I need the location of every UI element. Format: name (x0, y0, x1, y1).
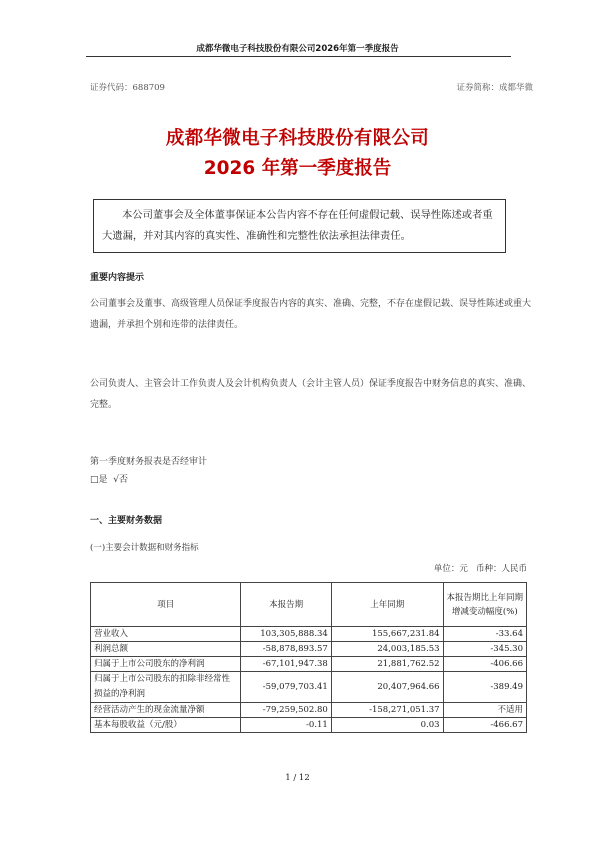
cell-prior: 24,003,185.53 (331, 642, 443, 657)
cell-change: -406.66 (443, 657, 526, 672)
row-label: 归属于上市公司股东的净利润 (91, 657, 241, 672)
cell-current: -0.11 (241, 718, 331, 733)
cell-change: -345.30 (443, 642, 526, 657)
row-label: 归属于上市公司股东的扣除非经常性损益的净利润 (91, 672, 241, 703)
cell-change: -389.49 (443, 672, 526, 703)
important-notice-para-2: 公司负责人、主管会计工作负责人及会计机构负责人（会计主管人员）保证季度报告中财务信息的真实、准确、完整。 (90, 379, 532, 410)
board-statement-box: 本公司董事会及全体董事保证本公告内容不存在任何虚假记载、误导性陈述或者重大遗漏，并对其内容的真实性、准确性和完整性依法承担法律责任。 (93, 199, 506, 253)
important-notice-heading: 重要内容提示 (90, 273, 145, 283)
running-header-title: 成都华微电子科技股份有限公司2026年第一季度报告 (196, 44, 399, 54)
col-header-current: 本报告期 (241, 583, 331, 627)
cell-prior: 0.03 (331, 718, 443, 733)
stock-name: 证券简称：成都华微 (456, 83, 533, 93)
row-label: 经营活动产生的现金流量净额 (91, 703, 241, 718)
cell-current: -79,259,502.80 (241, 703, 331, 718)
page-number: 1 / 12 (285, 773, 310, 783)
table-row (91, 672, 527, 703)
col-header-prior: 上年同期 (331, 583, 443, 627)
cell-prior: -158,271,051.37 (331, 703, 443, 718)
important-notice-para-1: 公司董事会及董事、高级管理人员保证季度报告内容的真实、准确、完整，不存在虚假记载、误导性陈述或重大遗漏，并承担个别和连带的法律责任。 (90, 299, 532, 330)
col-header-item: 项目 (91, 583, 241, 627)
cell-prior: 155,667,231.84 (331, 627, 443, 642)
stock-code: 证券代码：688709 (90, 83, 165, 93)
header-divider (86, 56, 511, 57)
cell-change: -33.64 (443, 627, 526, 642)
cell-current: 103,305,888.34 (241, 627, 331, 642)
audit-answer: □是 √否 (90, 475, 128, 485)
subsection-title: (一)主要会计数据和财务指标 (90, 543, 199, 553)
cell-current: -59,079,703.41 (241, 672, 331, 703)
report-title: 2026 年第一季度报告 (203, 158, 392, 179)
row-label: 营业收入 (91, 627, 241, 642)
row-label: 利润总额 (91, 642, 241, 657)
section-main-financial-data: 一、主要财务数据 (90, 516, 163, 526)
table-row (91, 718, 527, 733)
row-label: 基本每股收益（元/股） (91, 718, 241, 733)
financial-data-table (90, 582, 527, 733)
table-header-row (91, 583, 527, 627)
unit-currency-line: 单位：元 币种：人民币 (433, 564, 527, 574)
cell-prior: 20,407,964.66 (331, 672, 443, 703)
audit-question: 第一季度财务报表是否经审计 (90, 457, 208, 467)
cell-change: 不适用 (443, 703, 526, 718)
col-header-change: 本报告期比上年同期增减变动幅度(%) (443, 583, 526, 627)
company-name: 成都华微电子科技股份有限公司 (165, 128, 430, 149)
table-row (91, 642, 527, 657)
table-row (91, 657, 527, 672)
table-row (91, 703, 527, 718)
cell-prior: 21,881,762.52 (331, 657, 443, 672)
cell-current: -67,101,947.38 (241, 657, 331, 672)
cell-change: -466.67 (443, 718, 526, 733)
table-row (91, 627, 527, 642)
cell-current: -58,878,893.57 (241, 642, 331, 657)
